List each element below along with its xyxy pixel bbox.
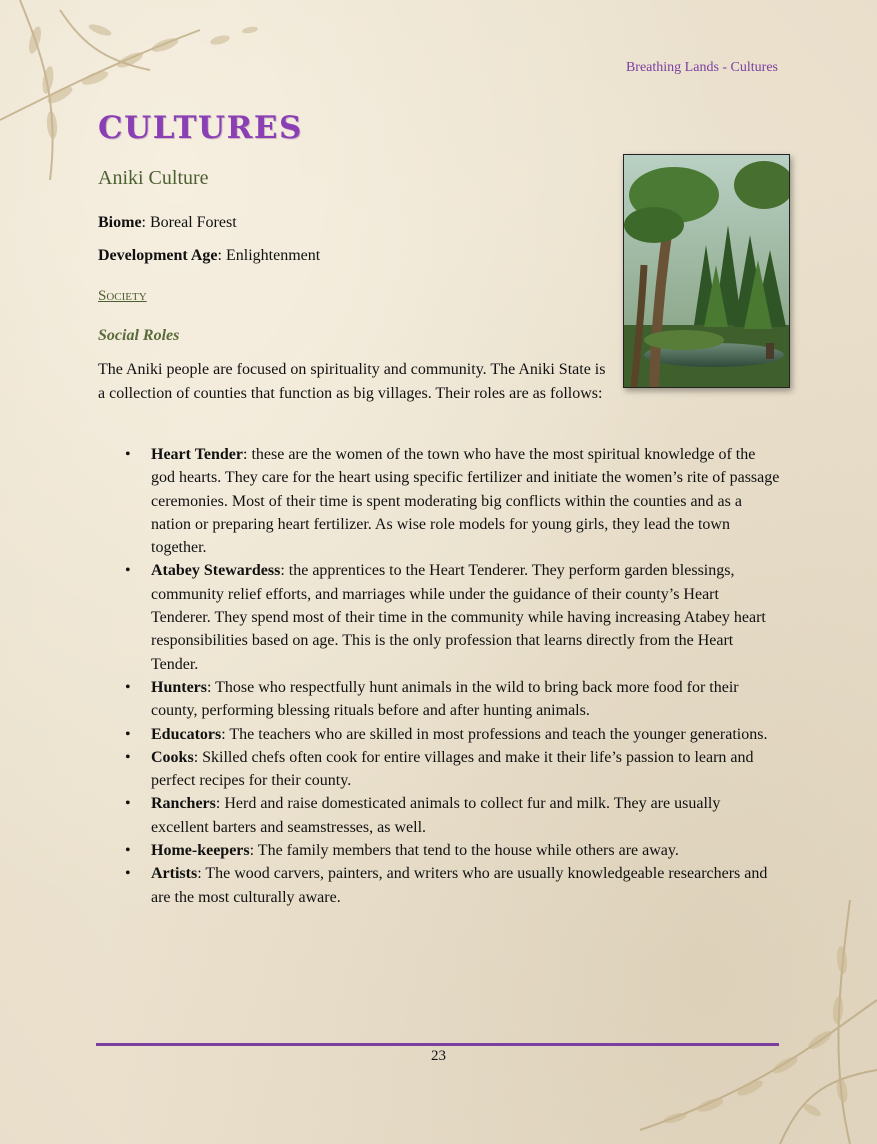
- role-name: Educators: [151, 725, 222, 743]
- role-description: Skilled chefs often cook for entire villages and make it their life’s passion to learn and perfect recipes for their county.: [151, 748, 754, 790]
- list-item: • Heart Tender: these are the women of the town who have the most spiritual knowledge of the god hearts. They care for the heart using specific fertilizer and initiate the women’s rite of passage ceremonies. Most of their time is spent moderating big conflicts within the counties and as a nation or preparing heart fertilizer. As wise role models for young girls, they lead the town together.: [125, 443, 780, 559]
- development-age-value: Enlightenment: [225, 247, 321, 264]
- role-name: Ranchers: [151, 795, 216, 813]
- role-name: Home-keepers: [151, 842, 250, 860]
- biome-value: Boreal Forest: [150, 214, 237, 231]
- bullet-icon: •: [125, 842, 131, 860]
- role-description: The wood carvers, painters, and writers who are usually knowledgeable researchers and are the most culturally aware.: [151, 865, 768, 906]
- bullet-icon: •: [125, 865, 131, 883]
- forest-illustration: [623, 154, 790, 388]
- role-description: Those who respectfully hunt animals in the wild to bring back more food for their county, performing blessing rituals before and after hunting animals.: [151, 678, 739, 720]
- role-name: Cooks: [151, 748, 194, 766]
- footer-divider: [96, 1043, 779, 1046]
- role-description: these are the women of the town who have the most spiritual knowledge of the god hearts. They care for the heart using specific fertilizer and initiate the women’s rite of passage ceremonies. Most of their time is spent moderating big conflicts within the counties and as a nation or preparing heart fertilizer. As wise role models for young girls, they lead the town together.: [151, 446, 780, 557]
- list-item: • Artists: The wood carvers, painters, and writers who are usually knowledgeable researchers and are the most culturally aware.: [125, 862, 780, 909]
- social-roles-list: [125, 443, 780, 909]
- role-description: The teachers who are skilled in most professions and teach the younger generations.: [229, 725, 768, 743]
- role-name: Hunters: [151, 678, 207, 696]
- role-description: Herd and raise domesticated animals to collect fur and milk. They are usually excellent barters and seamstresses, as well.: [151, 795, 721, 836]
- bullet-icon: •: [125, 678, 131, 696]
- role-name: Artists: [151, 865, 198, 883]
- list-item: • Cooks: Skilled chefs often cook for entire villages and make it their life’s passion to learn and perfect recipes for their county.: [125, 746, 780, 793]
- list-item: • Ranchers: Herd and raise domesticated animals to collect fur and milk. They are usually excellent barters and seamstresses, as well.: [125, 792, 780, 839]
- page-number: 23: [431, 1048, 446, 1064]
- development-age-label: Development Age: [98, 247, 218, 264]
- list-item: • Educators: The teachers who are skilled in most professions and teach the younger generations.: [125, 723, 780, 746]
- list-item: • Hunters: Those who respectfully hunt animals in the wild to bring back more food for their county, performing blessing rituals before and after hunting animals.: [125, 676, 780, 723]
- bullet-icon: •: [125, 562, 131, 580]
- intro-paragraph: The Aniki people are focused on spirituality and community. The Aniki State is a collection of counties that function as big villages. Their roles are as follows:: [98, 361, 606, 402]
- bullet-icon: •: [125, 748, 131, 766]
- bullet-icon: •: [125, 795, 131, 813]
- forest-landscape-icon: [624, 155, 789, 387]
- role-name: Atabey Stewardess: [151, 562, 281, 580]
- role-name: Heart Tender: [151, 446, 243, 463]
- bullet-icon: •: [125, 725, 131, 743]
- biome-label: Biome: [98, 214, 142, 231]
- list-item: • Home-keepers: The family members that tend to the house while others are away.: [125, 839, 780, 862]
- bullet-icon: •: [125, 446, 131, 463]
- culture-subtitle: Aniki Culture: [98, 167, 209, 189]
- role-description: The family members that tend to the house while others are away.: [257, 842, 679, 860]
- development-age-field: Development Age: Enlightenment: [98, 247, 321, 264]
- list-item: • Atabey Stewardess: the apprentices to the Heart Tenderer. They perform garden blessings, community relief efforts, and marriages while under the guidance of their county’s Heart Tenderer. They spend most of their time in the community while having increasing Atabey heart responsibilities based on age. This is the only profession that learns directly from the Heart Tender.: [125, 559, 780, 675]
- page-title: CULTURES: [98, 110, 303, 146]
- running-header: Breathing Lands - Cultures: [625, 60, 778, 75]
- subsection-heading-social-roles: Social Roles: [98, 327, 180, 344]
- biome-field: Biome: Boreal Forest: [98, 214, 237, 231]
- section-heading-society: Society: [98, 288, 147, 304]
- role-description: the apprentices to the Heart Tenderer. They perform garden blessings, community relief efforts, and marriages while under the guidance of their county’s Heart Tenderer. They spend most of their time in the community while having increasing Atabey heart responsibilities based on age. This is the only profession that learns directly from the Heart Tender.: [151, 562, 766, 673]
- foliage-corner-bottom-right-icon: [580, 900, 877, 1144]
